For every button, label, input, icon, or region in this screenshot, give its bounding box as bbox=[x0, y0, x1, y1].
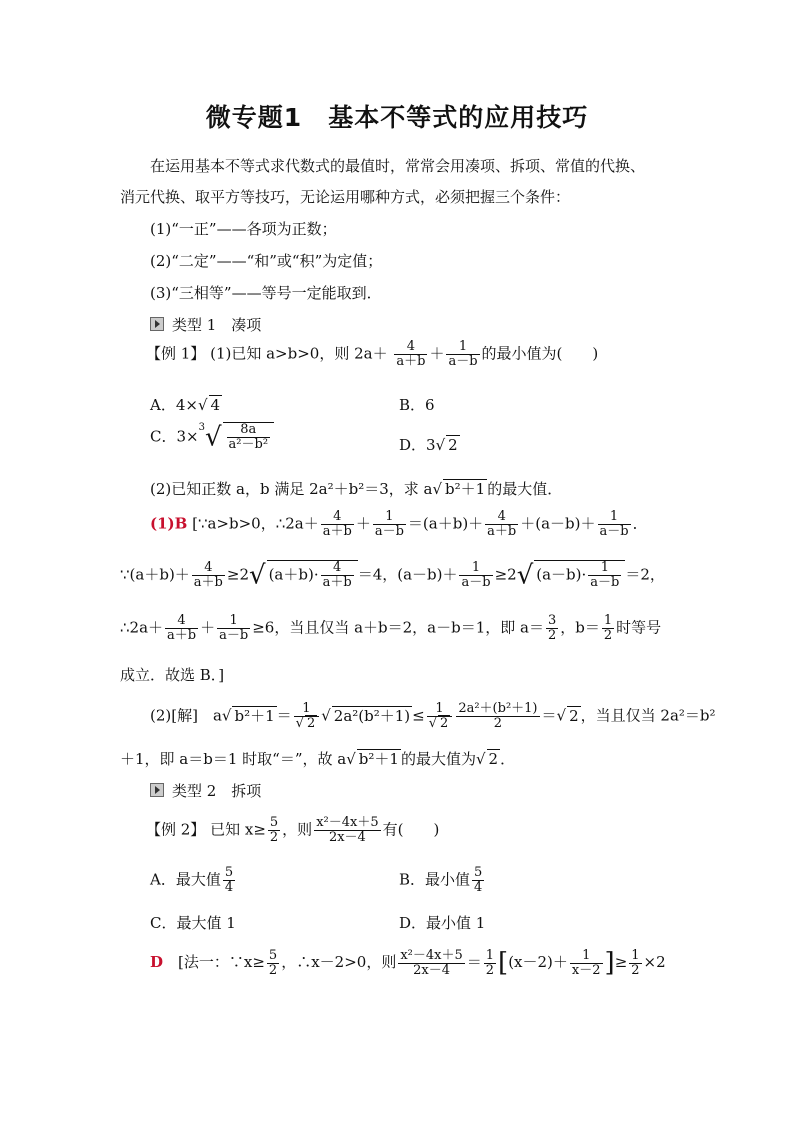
type1-heading bbox=[150, 314, 261, 335]
play-triangle-icon bbox=[150, 783, 164, 797]
ex2-option-a: A．最大值 $\frac{5}{4}$ bbox=[150, 865, 234, 895]
condition-1: (1)“一正”——各项为正数； bbox=[150, 220, 337, 238]
fraction: $\frac{4}{a+b}$ bbox=[396, 339, 426, 369]
type2-heading bbox=[150, 780, 261, 801]
ex2-option-d: D．最小值 1 bbox=[399, 914, 486, 932]
example2-question: 【例 2】 已知 x≥ $\frac{5}{2}$ ，则 $\frac{\text{x²－4x＋5}}{2x-4}$ 有( ) bbox=[146, 815, 440, 845]
sqrt: 4 bbox=[210, 396, 221, 414]
play-triangle-icon bbox=[150, 317, 164, 331]
ex1-option-c: C．3×$^3$√ $\frac{8a}{\text{a²－b²}}$ bbox=[150, 422, 274, 453]
solution1-line1: (1)B [∵a>b>0，∴2a＋ $\frac{4}{a+b}$ ＋ $\frac{1}{a-b}$ ＝(a＋b)＋ $\frac{4}{a+b}$ ＋(a－b)＋ $\frac{1}{a-b}$ ． bbox=[150, 509, 648, 539]
example1-label: 【例 1】 bbox=[146, 344, 206, 363]
solution1-line4: 成立．故选 B．] bbox=[120, 666, 225, 684]
ex2-option-b: B．最小值 $\frac{5}{4}$ bbox=[399, 865, 483, 895]
intro-line2: 消元代换、取平方等技巧，无论运用哪种方式，必须把握三个条件： bbox=[120, 188, 571, 206]
answer-label: (1)B bbox=[150, 514, 188, 533]
example1-question: 【例 1】 (1)已知 a>b>0，则 2a＋ $\frac{4}{a+b}$ ＋ $\frac{1}{a-b}$ 的最小值为( ) bbox=[146, 339, 599, 369]
condition-3: (3)“三相等”——等号一定能取到． bbox=[150, 284, 382, 302]
fraction: $\frac{8a}{\text{a²－b²}}$ bbox=[228, 422, 269, 452]
solution1-line3: ∴2a＋ $\frac{4}{a+b}$ ＋ $\frac{1}{a-b}$ ≥6，当且仅当 a＋b＝2，a－b＝1，即 a＝ $\frac{3}{2}$ ，b＝ $\frac{1}{2}$ 时等号 bbox=[120, 613, 662, 643]
solution1-part2-line1: (2)[解] a√ b²＋1 ＝ $\frac{1}{√ 2}$ √ 2a²(b²＋1) ≤ $\frac{1}{√ 2}$ $\frac{\text{2a²＋(b²＋1)}}{2}$ ＝√ 2 ，当且仅当 2a²＝b² bbox=[150, 701, 716, 731]
solution1-line2: ∵(a＋b)＋ $\frac{4}{a+b}$ ≥2√ (a＋b)· $\frac{4}{a+b}$ ＝4，(a－b)＋ $\frac{1}{a-b}$ ≥2√ (a－b)· $\frac{1}{a-b}$ ＝2， bbox=[120, 560, 665, 591]
fraction: $\frac{1}{a-b}$ bbox=[448, 339, 478, 369]
example1-q-suffix: 的最小值为( ) bbox=[481, 344, 599, 363]
type2-label: 类型 2 拆项 bbox=[172, 782, 262, 800]
ex1-option-d: D．3√ 2 bbox=[399, 436, 458, 454]
page-title: 微专题1 基本不等式的应用技巧 bbox=[205, 103, 589, 132]
solution1-part2-line2: ＋1，即 a＝b＝1 时取“＝”，故 a√ b²＋1 的最大值为√ 2 ． bbox=[120, 750, 516, 768]
example1-q-prefix: (1)已知 a>b>0，则 2a＋ bbox=[210, 344, 388, 363]
example2-label: 【例 2】 bbox=[146, 820, 206, 839]
answer-label: D bbox=[150, 953, 164, 971]
type1-label: 类型 1 凑项 bbox=[172, 316, 262, 334]
intro-line1: 在运用基本不等式求代数式的最值时，常常会用凑项、拆项、常值的代换、 bbox=[150, 157, 646, 175]
solution2-line1: D [法一：∵x≥ $\frac{5}{2}$ ，∴x－2>0，则 $\frac{\text{x²－4x＋5}}{2x-4}$ ＝ $\frac{1}{2}$ [(x－2)＋ $\frac{1}{x-2}$ ]≥ $\frac{1}{2}$ ×2 bbox=[150, 947, 666, 978]
ex1-option-b: B．6 bbox=[399, 396, 435, 414]
ex1-option-a: A．4×√ 4 bbox=[150, 396, 221, 414]
ex2-option-c: C．最大值 1 bbox=[150, 914, 236, 932]
condition-2: (2)“二定”——“和”或“积”为定值； bbox=[150, 252, 383, 270]
example1-part2: (2)已知正数 a，b 满足 2a²＋b²＝3，求 a√ b²＋1 的最大值． bbox=[150, 480, 563, 498]
